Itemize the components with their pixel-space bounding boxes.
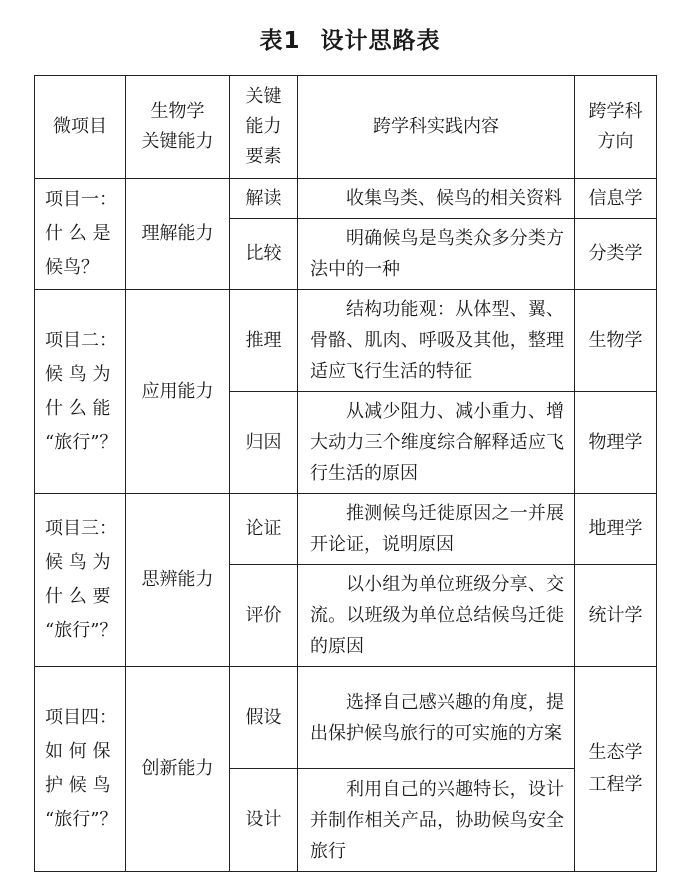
ability-element: 设计 bbox=[230, 769, 298, 872]
practice-content: 收集鸟类、候鸟的相关资料 bbox=[298, 179, 575, 219]
header-row bbox=[35, 76, 657, 179]
practice-content: 从减少阻力、减小重力、增大动力三个维度综合解释适应飞行生活的原因 bbox=[298, 392, 575, 494]
practice-content: 结构功能观：从体型、翼、骨骼、肌肉、呼吸及其他，整理适应飞行生活的特征 bbox=[298, 290, 575, 392]
discipline-direction: 统计学 bbox=[575, 565, 657, 667]
discipline-direction: 生态学 工程学 bbox=[575, 667, 657, 872]
practice-content: 以小组为单位班级分享、交流。以班级为单位总结候鸟迁徙的原因 bbox=[298, 565, 575, 667]
key-ability: 创新能力 bbox=[126, 667, 230, 872]
practice-content: 推测候鸟迁徙原因之一并展开论证，说明原因 bbox=[298, 494, 575, 565]
discipline-direction: 信息学 bbox=[575, 179, 657, 219]
table-row bbox=[35, 290, 657, 392]
table-caption bbox=[0, 22, 700, 55]
practice-content: 利用自己的兴趣特长，设计并制作相关产品，协助候鸟安全旅行 bbox=[298, 769, 575, 872]
key-ability: 理解能力 bbox=[126, 179, 230, 290]
ability-element: 假设 bbox=[230, 667, 298, 769]
project-name: 项目三： 候 鸟 为 什 么 要 “旅行”？ bbox=[35, 494, 126, 667]
practice-content: 选择自己感兴趣的角度，提出保护候鸟旅行的可实施的方案 bbox=[298, 667, 575, 769]
table-row bbox=[35, 494, 657, 565]
discipline-direction: 地理学 bbox=[575, 494, 657, 565]
project-name: 项目一： 什 么 是 候鸟？ bbox=[35, 179, 126, 290]
key-ability: 思辨能力 bbox=[126, 494, 230, 667]
ability-element: 论证 bbox=[230, 494, 298, 565]
header-micro-project: 微项目 bbox=[35, 76, 126, 179]
header-direction: 跨学科 方向 bbox=[575, 76, 657, 179]
header-ability-element: 关键 能力 要素 bbox=[230, 76, 298, 179]
design-table bbox=[34, 75, 657, 872]
header-practice-content: 跨学科实践内容 bbox=[298, 76, 575, 179]
table-title: 设计思路表 bbox=[320, 28, 441, 54]
ability-element: 比较 bbox=[230, 219, 298, 290]
ability-element: 推理 bbox=[230, 290, 298, 392]
header-key-ability: 生物学 关键能力 bbox=[126, 76, 230, 179]
table-row bbox=[35, 667, 657, 769]
practice-content: 明确候鸟是鸟类众多分类方法中的一种 bbox=[298, 219, 575, 290]
table-row bbox=[35, 179, 657, 219]
ability-element: 评价 bbox=[230, 565, 298, 667]
discipline-direction: 分类学 bbox=[575, 219, 657, 290]
discipline-direction: 生物学 bbox=[575, 290, 657, 392]
ability-element: 解读 bbox=[230, 179, 298, 219]
project-name: 项目二： 候 鸟 为 什 么 能 “旅行”？ bbox=[35, 290, 126, 494]
table-number: 表1 bbox=[259, 28, 301, 54]
project-name: 项目四： 如 何 保 护 候 鸟 “旅行”？ bbox=[35, 667, 126, 872]
discipline-direction: 物理学 bbox=[575, 392, 657, 494]
key-ability: 应用能力 bbox=[126, 290, 230, 494]
ability-element: 归因 bbox=[230, 392, 298, 494]
